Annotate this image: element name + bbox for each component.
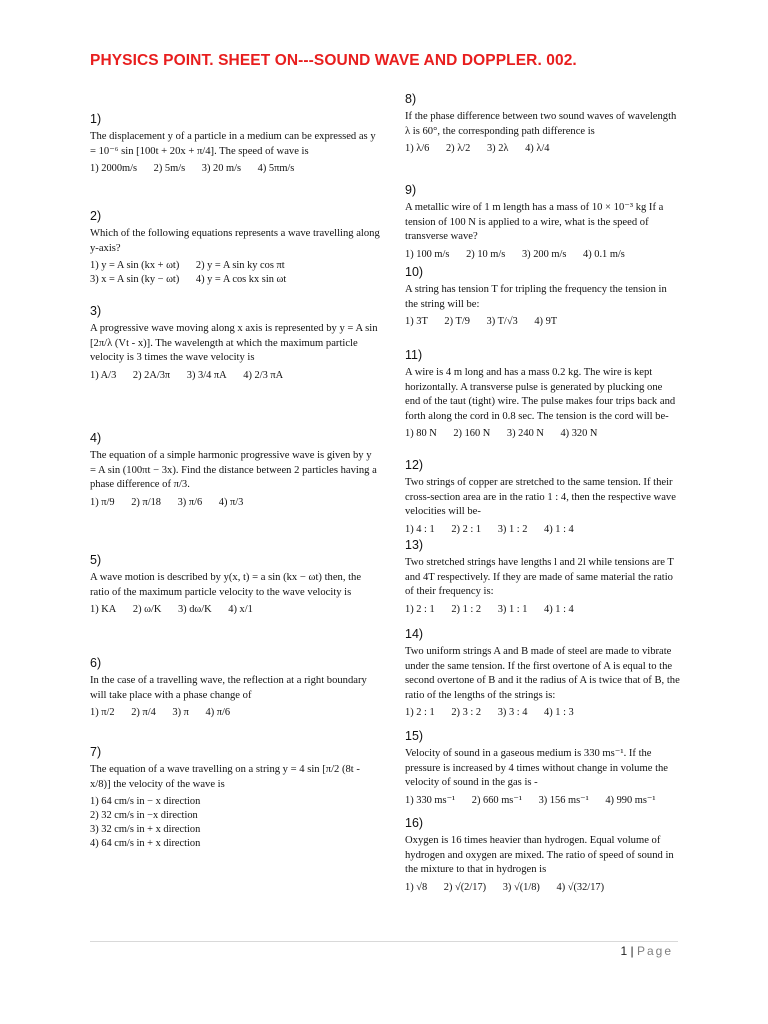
question-text: The equation of a simple harmonic progressive wave is given by y = A sin (100πt − 3x). Find the distance between 2 particles having a phase difference of π/3. bbox=[90, 450, 377, 490]
option: 2) π/18 bbox=[131, 496, 161, 508]
question-12 bbox=[405, 458, 680, 537]
option: 4) 2/3 πA bbox=[243, 369, 284, 381]
question-9 bbox=[405, 183, 680, 262]
option: 2) 160 N bbox=[453, 428, 491, 439]
option: 4) 1 : 4 bbox=[544, 523, 574, 535]
option: 4) 5πm/s bbox=[257, 163, 295, 174]
option: 2) 2 : 1 bbox=[451, 523, 482, 535]
option: 1) 4 : 1 bbox=[405, 523, 435, 535]
option: 4) y = A cos kx sin ωt bbox=[195, 274, 287, 285]
question-3 bbox=[90, 304, 380, 383]
question-text: Two stretched strings have lengths l and 2l while tensions are T and 4T respectively. If they are made of same material the ratio of their frequency is: bbox=[405, 557, 674, 597]
option: 3) 32 cm/s in + x direction bbox=[90, 824, 201, 835]
option: 2) 5m/s bbox=[153, 163, 186, 174]
options bbox=[405, 881, 680, 895]
question-number: 7) bbox=[90, 745, 102, 759]
option: 1) 80 N bbox=[405, 428, 437, 439]
option: 4) 1 : 3 bbox=[544, 707, 574, 718]
question-13 bbox=[405, 538, 680, 617]
option: 3) 156 ms⁻¹ bbox=[538, 794, 589, 806]
option: 3) 1 : 1 bbox=[497, 603, 528, 615]
option: 4) 9T bbox=[534, 316, 558, 327]
option: 3) π bbox=[172, 707, 189, 718]
option: 1) 2 : 1 bbox=[405, 707, 435, 718]
question-number: 12) bbox=[405, 458, 424, 472]
options bbox=[90, 259, 380, 287]
options bbox=[90, 795, 380, 851]
options bbox=[90, 162, 380, 176]
question-14 bbox=[405, 627, 680, 720]
option: 3) T/√3 bbox=[486, 316, 518, 327]
question-text: The equation of a wave travelling on a string y = 4 sin [π/2 (8t - x/8)] the velocity of the wave is bbox=[90, 764, 360, 790]
question-number: 9) bbox=[405, 183, 417, 197]
option: 2) 2A/3π bbox=[132, 369, 171, 381]
option: 4) 320 N bbox=[560, 428, 598, 439]
options bbox=[405, 794, 680, 808]
question-text: A progressive wave moving along x axis is represented by y = A sin [2π/λ (Vt - x)]. The wavelength at which the maximum particle velocity is 3 times the wave velocity is bbox=[90, 323, 378, 363]
question-number: 2) bbox=[90, 209, 102, 223]
question-text: In the case of a travelling wave, the reflection at a right boundary will take place with a phase change of bbox=[90, 675, 367, 701]
question-text: A metallic wire of 1 m length has a mass of 10 × 10⁻³ kg If a tension of 100 N is applied to a wire, what is the speed of transverse wave? bbox=[405, 202, 664, 242]
question-text: Two strings of copper are stretched to the same tension. If their cross-section area are in the ratio 1 : 4, then the respective wave velocities will be- bbox=[405, 477, 676, 517]
question-4 bbox=[90, 431, 380, 510]
options bbox=[405, 523, 680, 537]
question-number: 8) bbox=[405, 92, 417, 106]
option: 1) A/3 bbox=[90, 369, 117, 381]
options bbox=[405, 706, 680, 720]
option: 1) 100 m/s bbox=[405, 248, 450, 260]
question-15 bbox=[405, 729, 680, 808]
option: 2) 660 ms⁻¹ bbox=[471, 794, 522, 806]
options bbox=[90, 603, 380, 617]
option: 1) 3T bbox=[405, 316, 428, 327]
option: 4) 990 ms⁻¹ bbox=[605, 794, 656, 806]
question-text: Two uniform strings A and B made of steel are made to vibrate under the same tension. If the first overtone of A is equal to the second overtone of B and it the radius of A is twice that of B, the ratio of the lengths of the strings is: bbox=[405, 646, 680, 701]
question-number: 15) bbox=[405, 729, 424, 743]
page-title: PHYSICS POINT. SHEET ON---SOUND WAVE AND DOPPLER. 002. bbox=[90, 52, 577, 69]
question-number: 14) bbox=[405, 627, 424, 641]
question-1 bbox=[90, 112, 380, 176]
question-number: 10) bbox=[405, 265, 424, 279]
option: 3) 2λ bbox=[486, 143, 509, 154]
question-text: A wave motion is described by y(x, t) = a sin (kx − ωt) then, the ratio of the maximum particle velocity to the wave velocity is bbox=[90, 572, 362, 598]
option: 3) 3 : 4 bbox=[497, 707, 528, 718]
options bbox=[90, 706, 380, 720]
option: 3) dω/K bbox=[177, 604, 212, 615]
question-text: If the phase difference between two sound waves of wavelength λ is 60°, the corresponding path difference is bbox=[405, 111, 677, 137]
option: 4) π/6 bbox=[205, 707, 231, 718]
options bbox=[405, 603, 680, 617]
question-text: Which of the following equations represents a wave travelling along y-axis? bbox=[90, 228, 380, 254]
option: 3) 240 N bbox=[506, 428, 544, 439]
question-text: Velocity of sound in a gaseous medium is 330 ms⁻¹. If the pressure is increased by 4 times without change in volume the velocity of sound in the gas is - bbox=[405, 748, 669, 788]
question-10 bbox=[405, 265, 680, 329]
options bbox=[405, 248, 680, 262]
option: 2) ω/K bbox=[132, 604, 162, 615]
question-number: 6) bbox=[90, 656, 102, 670]
option: 1) √8 bbox=[405, 881, 428, 893]
option: 3) 20 m/s bbox=[201, 163, 242, 174]
option: 3) 1 : 2 bbox=[497, 523, 528, 535]
question-2 bbox=[90, 209, 380, 287]
question-number: 5) bbox=[90, 553, 102, 567]
question-16 bbox=[405, 816, 680, 895]
option: 4) λ/4 bbox=[525, 143, 550, 154]
question-7 bbox=[90, 745, 380, 851]
option: 1) 330 ms⁻¹ bbox=[405, 794, 456, 806]
question-number: 4) bbox=[90, 431, 102, 445]
option: 4) x/1 bbox=[228, 604, 253, 615]
option: 3) x = A sin (ky − ωt) bbox=[90, 274, 180, 285]
option: 1) 64 cm/s in − x direction bbox=[90, 796, 201, 807]
option: 4) 1 : 4 bbox=[544, 603, 574, 615]
page-footer bbox=[620, 944, 673, 958]
option: 2) y = A sin ky cos πt bbox=[195, 260, 285, 271]
option: 3) π/6 bbox=[177, 496, 203, 508]
option: 3) √(1/8) bbox=[502, 881, 540, 893]
option: 1) π/9 bbox=[90, 496, 115, 508]
question-8 bbox=[405, 92, 680, 156]
option: 4) 64 cm/s in + x direction bbox=[90, 838, 201, 849]
option: 1) π/2 bbox=[90, 707, 115, 718]
options bbox=[405, 142, 680, 156]
option: 2) T/9 bbox=[444, 316, 470, 327]
question-5 bbox=[90, 553, 380, 617]
option: 2) π/4 bbox=[131, 707, 156, 718]
question-number: 3) bbox=[90, 304, 102, 318]
option: 2) 3 : 2 bbox=[451, 707, 482, 718]
option: 2) λ/2 bbox=[445, 143, 471, 154]
page-label: Page bbox=[636, 944, 673, 958]
option: 3) 200 m/s bbox=[521, 248, 567, 260]
question-text: A wire is 4 m long and has a mass 0.2 kg. The wire is kept horizontally. A transverse pulse is generated by plucking one end of the taut (tight) wire. The pulse makes four trips back and forth along the cord in 0.8 sec. The tension is the cord will be- bbox=[405, 367, 676, 422]
option: 2) √(2/17) bbox=[443, 881, 487, 893]
question-number: 13) bbox=[405, 538, 424, 552]
question-6 bbox=[90, 656, 380, 720]
option: 1) 2000m/s bbox=[90, 163, 138, 174]
option: 1) KA bbox=[90, 604, 117, 615]
question-number: 16) bbox=[405, 816, 424, 830]
options bbox=[90, 496, 380, 510]
options bbox=[405, 427, 680, 441]
question-text: A string has tension T for tripling the frequency the tension in the string will be: bbox=[405, 284, 667, 310]
option: 1) y = A sin (kx + ωt) bbox=[90, 260, 180, 271]
question-text: Oxygen is 16 times heavier than hydrogen. Equal volume of hydrogen and oxygen are mixed. The ratio of speed of sound in the mixture to that in hydrogen is bbox=[405, 835, 674, 875]
question-text: The displacement y of a particle in a medium can be expressed as y = 10⁻⁶ sin [100t + 20x + π/4]. The speed of wave is bbox=[90, 131, 376, 157]
option: 3) 3/4 πA bbox=[186, 369, 227, 381]
option: 4) 0.1 m/s bbox=[583, 248, 625, 260]
footer-divider bbox=[90, 941, 678, 942]
option: 1) 2 : 1 bbox=[405, 603, 435, 615]
footer-separator: | bbox=[630, 944, 634, 958]
option: 4) π/3 bbox=[218, 496, 244, 508]
option: 2) 1 : 2 bbox=[451, 603, 482, 615]
option: 2) 10 m/s bbox=[466, 248, 506, 260]
options bbox=[90, 369, 380, 383]
options bbox=[405, 315, 680, 329]
option: 2) 32 cm/s in −x direction bbox=[90, 810, 198, 821]
page-number: 1 bbox=[620, 944, 628, 958]
question-number: 11) bbox=[405, 348, 423, 362]
question-number: 1) bbox=[90, 112, 102, 126]
question-11 bbox=[405, 348, 680, 441]
option: 1) λ/6 bbox=[405, 143, 430, 154]
option: 4) √(32/17) bbox=[556, 881, 605, 893]
